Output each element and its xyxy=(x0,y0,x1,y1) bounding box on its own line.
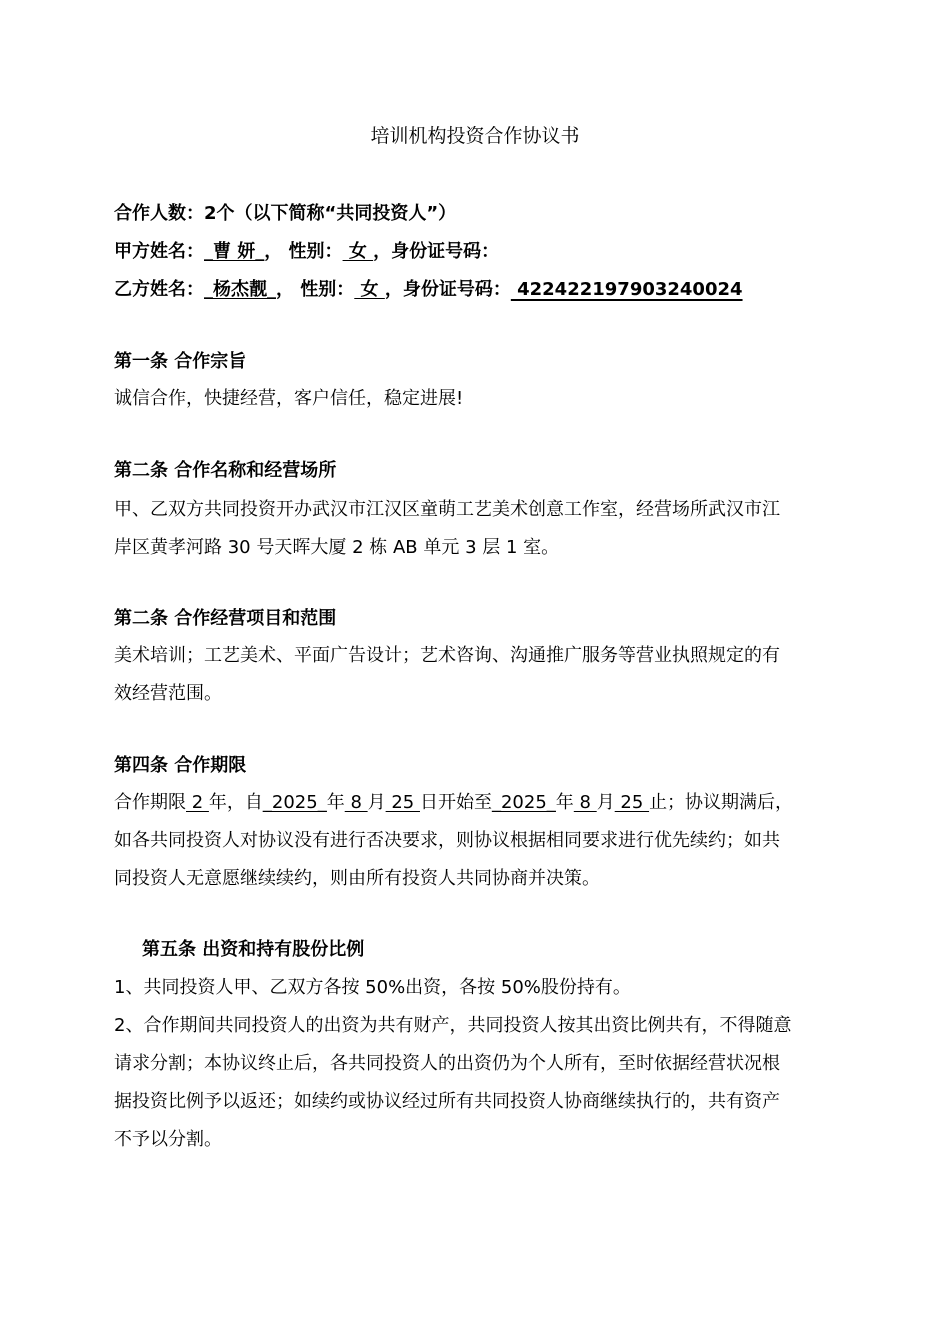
party-a-name-label: 甲方姓名： xyxy=(114,241,204,262)
end-day-field: 25 xyxy=(614,792,650,813)
end-year-label: 年 xyxy=(555,792,574,813)
partner-count-value: 2个（以下简称“共同投资人”） xyxy=(204,203,457,224)
article-5-item-1: 1、共同投资人甲、乙双方各按 50%出资，各按 50%股份持有。 xyxy=(114,977,631,998)
term-prefix: 合作期限 xyxy=(114,792,186,813)
party-b-sex-label: ， 性别： xyxy=(276,279,355,300)
party-b-id-field: 422422197903240024 xyxy=(510,279,743,300)
article-4-heading: 第四条 合作期限 xyxy=(114,755,247,776)
term-years-field: 2 xyxy=(186,792,209,813)
start-month-field: 8 xyxy=(344,792,368,813)
party-a-id-label: ，身份证号码： xyxy=(373,241,500,262)
start-month-label: 月 xyxy=(367,792,386,813)
article-1-heading: 第一条 合作宗旨 xyxy=(114,351,247,372)
article-2-line-1: 甲、乙双方共同投资开办武汉市江汉区童萌工艺美术创意工作室，经营场所武汉市江 xyxy=(114,499,780,520)
partner-count-label: 合作人数： xyxy=(114,203,204,224)
document-title: 培训机构投资合作协议书 xyxy=(370,125,580,147)
start-suffix: 日开始至 xyxy=(419,792,492,813)
party-b-id-label: ，身份证号码： xyxy=(384,279,511,300)
start-year-field: _2025_ xyxy=(262,792,327,813)
party-b-name-label: 乙方姓名： xyxy=(114,279,204,300)
party-b-line xyxy=(114,277,743,303)
party-a-name-field: _曹 妍_ xyxy=(204,241,265,262)
party-a-line xyxy=(114,239,499,265)
article-4-line-2: 如各共同投资人对协议没有进行否决要求，则协议根据相同要求进行优先续约；如共 xyxy=(114,830,780,851)
article-4-line-3: 同投资人无意愿继续续约，则由所有投资人共同协商并决策。 xyxy=(114,868,600,889)
article-4-line-1 xyxy=(114,790,793,816)
end-year-field: _2025_ xyxy=(491,792,556,813)
partner-count-line xyxy=(114,201,456,227)
start-year-label: 年 xyxy=(326,792,345,813)
party-a-sex-label: ， 性别： xyxy=(264,241,343,262)
article-5-heading: 第五条 出资和持有股份比例 xyxy=(142,939,365,960)
article-3-line-1: 美术培训；工艺美术、平面广告设计；艺术咨询、沟通推广服务等营业执照规定的有 xyxy=(114,645,780,666)
article-5-item-2-line-3: 据投资比例予以返还；如续约或协议经过所有共同投资人协商继续执行的，共有资产 xyxy=(114,1091,780,1112)
party-a-sex-field: 女 xyxy=(342,241,374,262)
term-from: 年，自 xyxy=(208,792,263,813)
party-b-name-field: _杨杰靓_ xyxy=(204,279,276,300)
article-5-item-2-line-2: 请求分割；本协议终止后，各共同投资人的出资仍为个人所有，至时依据经营状况根 xyxy=(114,1053,780,1074)
party-b-sex-field: 女 xyxy=(354,279,385,300)
start-day-field: 25 xyxy=(385,792,420,813)
article-3-heading: 第二条 合作经营项目和范围 xyxy=(114,608,337,629)
end-month-field: 8 xyxy=(573,792,597,813)
article-5-item-2-line-1: 2、合作期间共同投资人的出资为共有财产，共同投资人按其出资比例共有，不得随意 xyxy=(114,1015,792,1036)
article-2-heading: 第二条 合作名称和经营场所 xyxy=(114,460,337,481)
end-suffix: 止；协议期满后， xyxy=(649,792,794,813)
article-1-body: 诚信合作，快捷经营，客户信任，稳定进展! xyxy=(114,388,464,409)
article-3-line-2: 效经营范围。 xyxy=(114,683,222,704)
article-5-item-2-line-4: 不予以分割。 xyxy=(114,1129,222,1150)
article-2-line-2: 岸区黄孝河路 30 号天晖大厦 2 栋 AB 单元 3 层 1 室。 xyxy=(114,537,560,558)
end-month-label: 月 xyxy=(596,792,615,813)
